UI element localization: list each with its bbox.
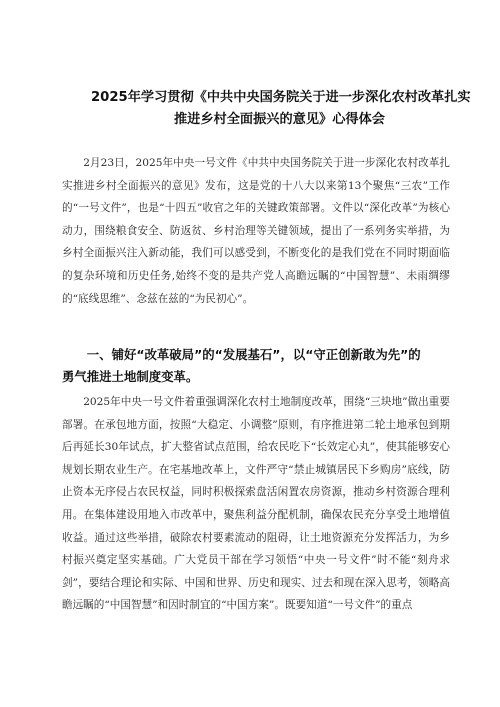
paragraph-text: 2025年中央一号文件着重强调深化农村土地制度改革，围绕“三块地”做出重要部署。在承包地方面，按照“大稳定、小调整”原则，有序推进第二轮土地承包到期后再延长30年试点，扩大整省试点范围，给农民吃下“长效定心丸”，使其能够安心规划长期农业生产。在宅基地改革上，文件严守“禁止城镇居民下乡购房”底线，防止资本无序侵占农民权益，同时积极探索盘活闲置农房资源，推动乡村资源合理利用。在集体建设用地入市改革中，聚焦利益分配机制，确保农民充分享受土地增值收益。通过这些举措，破除农村要素流动的阻碍，让土地资源充分发挥活力，为乡村振兴奠定坚实基础。广大党员干部在学习领悟“中央一号文件”时不能“刻舟求剑”，要结合理论和实际、中国和世界、历史和现实、过去和现在深入思考，领略高瞻远瞩的“中国智慧”和因时制宜的“中国方案”。既要知道“一号文件”的重点 bbox=[62, 396, 450, 612]
paragraph-text: 2月23日，2025年中央一号文件《中共中央国务院关于进一步深化农村改革扎实推进乡村全面振兴的意见》发布，这是党的十八大以来第13个聚焦“三农”工作的“一号文件”，也是“十四五”收官之年的关键政策部署。文件以“深化改革”为核心动力，围绕粮食安全、防返贫、乡村治理等关键领域，提出了一系列务实举措，为乡村全面振兴注入新动能，我们可以感受到，不断变化的是我们党在不同时期面临的复杂环境和历史任务,始终不变的是共产党人高瞻远瞩的“中国智慧”、未雨绸缪的“底线思维”、念兹在兹的“为民初心”。 bbox=[62, 157, 450, 305]
body-paragraph-2 bbox=[62, 391, 450, 617]
section-heading-line-1 bbox=[62, 344, 452, 366]
body-paragraph-1 bbox=[62, 152, 450, 310]
document-title-line-2: 推进乡村全面振兴的意见》心得体会 bbox=[174, 112, 385, 127]
section-heading-1 bbox=[62, 344, 452, 388]
section-heading-text-1: 一、铺好“改革破局”的“发展基石”，以“守正创新敢为先”的 bbox=[86, 347, 421, 362]
document-title-line-1: 2025年学习贯彻《中共中央国务院关于进一步深化农村改革扎实 bbox=[91, 90, 471, 105]
section-heading-line-2: 勇气推进土地制度变革。 bbox=[62, 369, 199, 384]
